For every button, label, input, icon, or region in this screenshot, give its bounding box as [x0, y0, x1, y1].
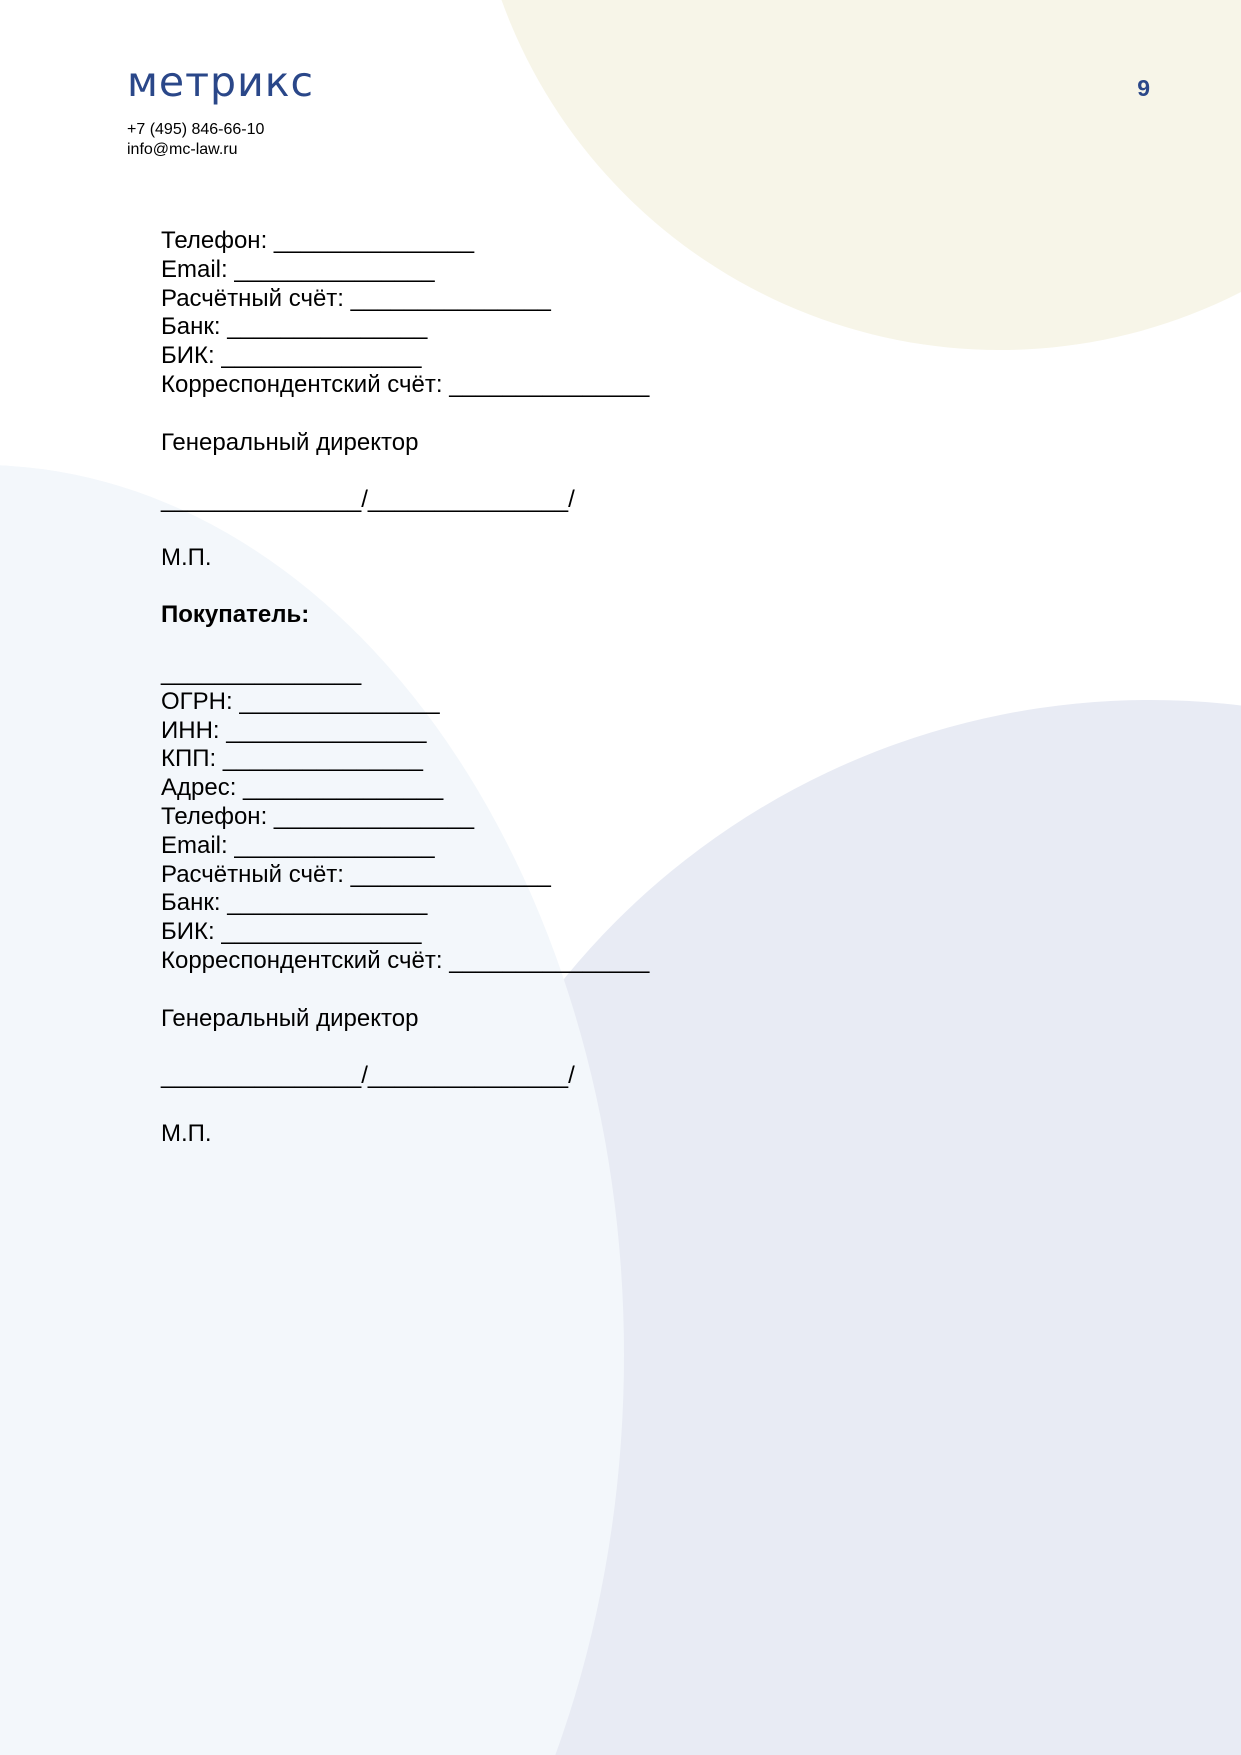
buyer-director-title: Генеральный директор — [161, 1004, 419, 1032]
buyer-bik-field: БИК: _______________ — [161, 918, 422, 946]
spacer — [161, 515, 649, 544]
buyer-bank-field: Банк: _______________ — [161, 889, 428, 917]
buyer-stamp-place: М.П. — [161, 1119, 212, 1147]
seller-signature-line: _______________/_______________/ — [161, 486, 575, 514]
spacer — [161, 630, 649, 659]
seller-requisites — [161, 227, 649, 573]
letterhead — [127, 60, 314, 160]
spacer — [161, 457, 649, 486]
page-number: 9 — [1137, 75, 1150, 101]
buyer-corr-account-field: Корреспондентский счёт: _______________ — [161, 946, 650, 974]
spacer — [161, 400, 649, 429]
seller-stamp-place: М.П. — [161, 543, 212, 571]
seller-corr-account-field: Корреспондентский счёт: _______________ — [161, 370, 650, 398]
buyer-ogrn-field: ОГРН: _______________ — [161, 687, 440, 715]
buyer-heading: Покупатель: — [161, 601, 310, 629]
header-email: info@mc-law.ru — [127, 141, 238, 158]
seller-director-title: Генеральный директор — [161, 428, 419, 456]
buyer-email-field: Email: _______________ — [161, 831, 435, 859]
header-phone: +7 (495) 846-66-10 — [127, 121, 265, 138]
buyer-inn-field: ИНН: _______________ — [161, 716, 427, 744]
buyer-phone-field: Телефон: _______________ — [161, 802, 475, 830]
spacer — [161, 573, 649, 602]
seller-phone-field: Телефон: _______________ — [161, 227, 475, 254]
seller-bank-field: Банк: _______________ — [161, 313, 428, 341]
buyer-address-field: Адрес: _______________ — [161, 774, 444, 802]
spacer — [161, 1091, 649, 1120]
buyer-requisites — [161, 601, 649, 1148]
seller-email-field: Email: _______________ — [161, 255, 435, 283]
buyer-account-field: Расчётный счёт: _______________ — [161, 860, 551, 888]
company-logo: метрикс — [127, 58, 315, 106]
spacer — [161, 1033, 649, 1062]
seller-bik-field: БИК: _______________ — [161, 342, 422, 370]
buyer-signature-line: _______________/_______________/ — [161, 1062, 575, 1090]
buyer-kpp-field: КПП: _______________ — [161, 745, 424, 773]
spacer — [161, 976, 649, 1005]
seller-account-field: Расчётный счёт: _______________ — [161, 284, 551, 312]
buyer-name-field: _______________ — [161, 658, 362, 686]
requisites-section — [161, 227, 649, 1149]
